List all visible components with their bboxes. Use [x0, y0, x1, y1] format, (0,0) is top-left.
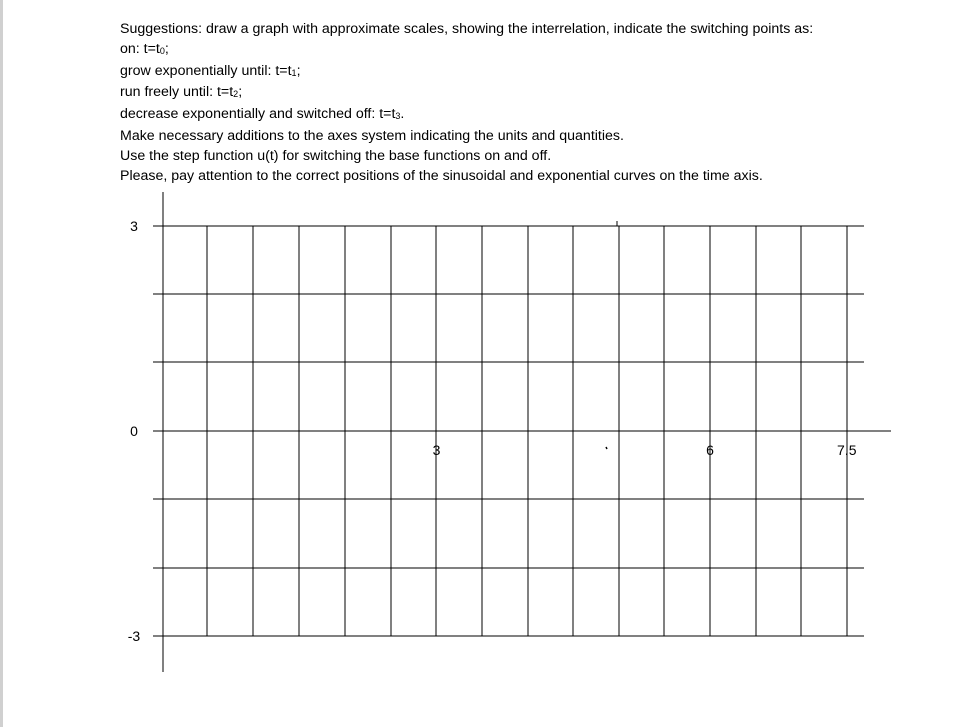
- instruction-punctuation: .: [400, 106, 405, 123]
- instruction-text: decrease exponentially and switched off: t=t: [120, 106, 396, 123]
- y-tick-label: -3: [127, 628, 141, 644]
- instruction-line-7: Please, pay attention to the correct positions of the sinusoidal and exponential curves on the time axis.: [120, 167, 763, 184]
- subscript: 2: [233, 89, 239, 100]
- instruction-text: run freely until: t=t: [120, 84, 234, 101]
- subscript: 0: [159, 45, 165, 56]
- subscript: 3: [395, 111, 401, 122]
- axis-ticks: [207, 221, 847, 449]
- instruction-punctuation: ;: [296, 62, 301, 79]
- x-tick-label: 6: [706, 442, 714, 458]
- subscript: 1: [291, 67, 297, 78]
- instruction-punctuation: ;: [238, 84, 243, 101]
- y-tick-label: 3: [130, 218, 138, 234]
- stray-mark: [606, 447, 607, 449]
- instruction-line-6: Use the step function u(t) for switching the base functions on and off.: [120, 147, 552, 164]
- instruction-text: on: t=t: [120, 40, 160, 57]
- instruction-line-5: Make necessary additions to the axes system indicating the units and quantities.: [120, 127, 624, 144]
- y-tick-label: 0: [130, 423, 138, 439]
- instruction-line-0: Suggestions: draw a graph with approximate scales, showing the interrelation, indicate the switching points as:: [120, 21, 814, 37]
- x-tick-label: 7.5: [837, 442, 857, 458]
- x-tick-label: 3: [432, 442, 441, 458]
- axes: [153, 192, 891, 672]
- instruction-text: grow exponentially until: t=t: [120, 62, 292, 79]
- instruction-punctuation: ;: [164, 40, 169, 57]
